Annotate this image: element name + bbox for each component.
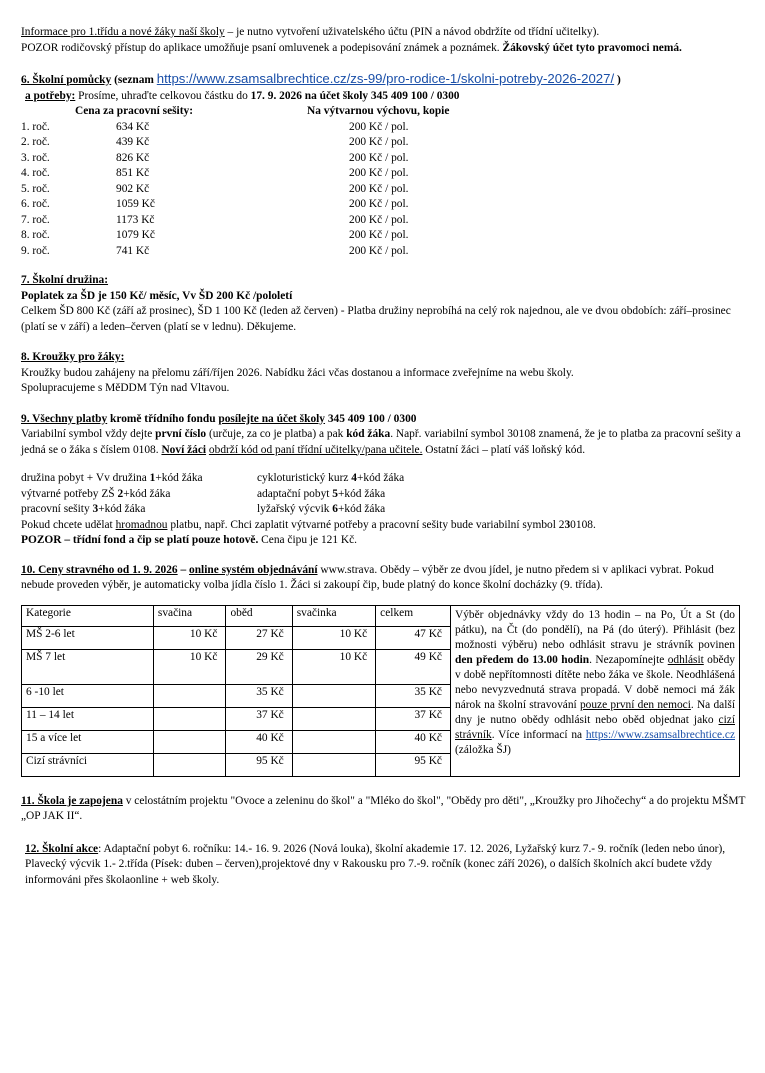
meal-cell-snack bbox=[153, 707, 226, 730]
price-row bbox=[21, 244, 746, 260]
note-b: den předem do 13.00 hodin bbox=[455, 653, 590, 666]
section-11-paragraph bbox=[21, 794, 746, 825]
price-row bbox=[21, 166, 746, 182]
s9-new-pupils: Noví žáci bbox=[161, 443, 207, 456]
section-6-title: 6. Školní pomůcky bbox=[21, 74, 112, 86]
section-8-text1: Kroužky budou zahájeny na přelomu září/říjen 2026. Nabídku žáci včas dostanou a informace zveřejníme na webu školy. bbox=[21, 366, 574, 379]
meal-cell-cat: 6 -10 let bbox=[22, 684, 154, 707]
price-grade: 3. roč. bbox=[21, 151, 50, 164]
price-grade: 2. roč. bbox=[21, 136, 50, 148]
meal-cell-snack: 10 Kč bbox=[153, 649, 226, 684]
note-j: (záložka ŠJ) bbox=[455, 744, 511, 757]
price-workbooks: 1173 Kč bbox=[116, 213, 155, 226]
price-row bbox=[21, 135, 746, 151]
payment-code-item bbox=[21, 487, 257, 503]
meal-cell-cat: MŠ 7 let bbox=[22, 649, 154, 684]
payment-code-suffix: +kód žáka bbox=[98, 503, 146, 515]
price-row bbox=[21, 228, 746, 244]
section-7-title: 7. Školní družina: bbox=[21, 274, 109, 286]
price-art: 200 Kč / pol. bbox=[349, 136, 409, 148]
meal-cell-snack: 10 Kč bbox=[153, 626, 226, 649]
meal-cell-snack2 bbox=[292, 753, 375, 776]
price-art: 200 Kč / pol. bbox=[349, 151, 409, 164]
intro-warning-bold: Žákovský účet tyto pravomoci nemá. bbox=[502, 41, 682, 54]
price-grade: 9. roč. bbox=[21, 244, 50, 257]
price-workbooks: 741 Kč bbox=[116, 244, 150, 257]
price-row bbox=[21, 151, 746, 167]
price-grade: 7. roč. bbox=[21, 213, 50, 226]
section-8-title: 8. Kroužky pro žáky: bbox=[21, 351, 125, 363]
meal-price-block bbox=[21, 605, 746, 777]
intro-text: – je nutno vytvoření uživatelského účtu (PIN a návod obdržíte od třídní učitelky). bbox=[224, 26, 600, 38]
price-art: 200 Kč / pol. bbox=[349, 229, 409, 241]
payment-code-number: 3 bbox=[92, 503, 99, 515]
section-9-title-b: kromě třídního fondu bbox=[107, 412, 219, 425]
payment-code-suffix: +kód žáka bbox=[337, 487, 386, 500]
payment-code-suffix: +kód žáka bbox=[123, 487, 171, 500]
section-meals bbox=[21, 563, 746, 777]
note-i: . Více informací na bbox=[491, 729, 586, 742]
meal-cell-cat: 11 – 14 let bbox=[22, 707, 154, 730]
meal-cell-cat: 15 a více let bbox=[22, 730, 154, 753]
s9-p3b: Cena čipu je 121 Kč. bbox=[258, 534, 358, 546]
meal-cell-lunch: 27 Kč bbox=[226, 626, 292, 649]
s9-p1a: Variabilní symbol vždy dejte bbox=[21, 428, 156, 440]
s9-p2c: platbu, např. Chci zaplatit výtvarné potřeby a pracovní sešity bude variabilní symbol 2 bbox=[167, 518, 565, 531]
section-9-bulk bbox=[21, 518, 746, 534]
meal-cell-snack2 bbox=[292, 730, 375, 753]
meal-cell-cat: MŠ 2-6 let bbox=[22, 626, 154, 649]
section-8-text2: Spolupracujeme s MěDDM Týn nad Vltavou. bbox=[21, 382, 230, 394]
s9-p2e: 0108. bbox=[570, 518, 596, 531]
meal-cell-snack2 bbox=[292, 707, 375, 730]
price-workbooks: 1059 Kč bbox=[116, 198, 155, 210]
price-workbooks: 634 Kč bbox=[116, 120, 150, 133]
section-6-payment-line bbox=[25, 89, 746, 105]
payment-code-label: pracovní sešity bbox=[21, 503, 93, 515]
section-7-fee: Poplatek za ŠD je 150 Kč/ měsíc, Vv ŠD 200 Kč /pololetí bbox=[21, 289, 293, 302]
section-6-a-potreby: a potřeby: bbox=[25, 89, 76, 102]
section-9-warning bbox=[21, 533, 746, 549]
document-page bbox=[21, 25, 746, 888]
section-9-paragraph bbox=[21, 427, 746, 458]
note-a: Výběr objednávky vždy do 13 hodin – na Po, Út a St (do pátku), na Čt (do pondělí), na Pá (do úterý). Přihlásit (bez možnosti výběru) nebo odhlásit stravu je strávník povinen bbox=[455, 608, 735, 651]
s9-p1b: první číslo bbox=[155, 428, 207, 440]
intro-warning: POZOR rodičovský přístup do aplikace umožňuje psaní omluvenek a podepisování známek a poznámek. bbox=[21, 41, 503, 54]
meal-cell-total: 37 Kč bbox=[376, 707, 451, 730]
meal-cell-lunch: 40 Kč bbox=[226, 730, 292, 753]
note-f: pouze první den nemoci bbox=[579, 699, 691, 712]
payment-code-label: družina pobyt + Vv družina bbox=[21, 472, 150, 484]
section-10-title: 10. Ceny stravného od 1. 9. 2026 bbox=[21, 563, 178, 576]
section-projects bbox=[21, 794, 746, 825]
meal-cell-cat: Cizí strávníci bbox=[22, 753, 154, 776]
price-workbooks: 902 Kč bbox=[116, 182, 150, 195]
meal-cell-lunch: 35 Kč bbox=[226, 684, 292, 707]
section-6-seznam: (seznam bbox=[111, 74, 157, 86]
section-9-account: 345 409 100 / 0300 bbox=[325, 412, 417, 425]
price-art: 200 Kč / pol. bbox=[349, 213, 409, 226]
payment-code-suffix: +kód žáka bbox=[356, 472, 405, 484]
meal-cell-total: 49 Kč bbox=[376, 649, 451, 684]
meal-cell-total: 40 Kč bbox=[376, 730, 451, 753]
payment-code-label: výtvarné potřeby ZŠ bbox=[21, 487, 118, 500]
canteen-info-link[interactable]: https://www.zsamsalbrechtice.cz bbox=[585, 729, 735, 742]
s9-p1h: obdrží kód od paní třídní učitelky/pana učitele. bbox=[208, 443, 423, 456]
price-table-header bbox=[75, 104, 746, 120]
price-row bbox=[21, 182, 746, 198]
price-grade: 5. roč. bbox=[21, 182, 50, 195]
meal-cell-snack bbox=[153, 730, 226, 753]
payment-code-item bbox=[257, 471, 557, 487]
note-g: . Na další dny je nutno obědy odhlásit nebo oběd objednat jako bbox=[455, 699, 735, 727]
meal-row bbox=[22, 730, 451, 753]
payment-code-item bbox=[257, 487, 557, 503]
intro-paragraph bbox=[21, 25, 746, 56]
price-grade: 8. roč. bbox=[21, 229, 50, 241]
meal-header-cell: svačinka bbox=[292, 605, 375, 626]
meal-header-cell: svačina bbox=[153, 605, 226, 626]
meal-cell-total: 47 Kč bbox=[376, 626, 451, 649]
meal-row bbox=[22, 707, 451, 730]
note-c: . Nezapomínejte bbox=[589, 653, 668, 666]
price-grade: 6. roč. bbox=[21, 198, 50, 210]
section-9-title-c: posílejte na účet školy bbox=[218, 412, 326, 425]
payment-code-number: 4 bbox=[351, 472, 357, 484]
section-7-text: Celkem ŠD 800 Kč (září až prosinec), ŠD 1 100 Kč (leden až červen) - Platba družiny neprobíhá na celý rok najednou, ale ve dvou obdobích: září–prosinec (platí se v září) a leden–červen (platí se v lednu). Děkujeme. bbox=[21, 305, 731, 333]
s9-p2a: Pokud chcete udělat bbox=[21, 518, 116, 531]
meal-header-cell: Kategorie bbox=[22, 605, 154, 626]
payment-code-suffix: +kód žáka bbox=[155, 472, 203, 484]
supplies-list-link[interactable]: https://www.zsamsalbrechtice.cz/zs-99/pro-rodice-1/skolni-potreby-2026-2027/ bbox=[156, 71, 615, 86]
price-row bbox=[21, 120, 746, 136]
s9-p1e: . Např. variabilní symbol 30108 znamená, že je to platba za pracovní sešity a jedná se o žáka s číslem 0108. bbox=[21, 428, 741, 456]
s9-p2d: 3 bbox=[564, 518, 571, 531]
meal-row bbox=[22, 753, 451, 776]
payment-codes-list bbox=[21, 471, 746, 518]
price-row bbox=[21, 197, 746, 213]
meal-cell-lunch: 29 Kč bbox=[226, 649, 292, 684]
payment-code-number: 5 bbox=[332, 487, 338, 500]
s9-p1i: Ostatní žáci – platí váš loňský kód. bbox=[422, 443, 586, 456]
meal-header-cell: celkem bbox=[376, 605, 451, 626]
price-workbooks: 826 Kč bbox=[116, 151, 150, 164]
meal-cell-lunch: 95 Kč bbox=[226, 753, 292, 776]
meal-cell-snack bbox=[153, 684, 226, 707]
s9-p2b: hromadnou bbox=[115, 518, 168, 531]
note-e: obědy v době nepřítomnosti dítěte nebo žáka ve škole. Neodhlášená nebo nevyzvednutá strava propadá. V době nemoci má žák nárok na školní stravování bbox=[455, 653, 736, 712]
price-workbooks: 851 Kč bbox=[116, 167, 150, 179]
payment-code-number: 2 bbox=[117, 487, 124, 500]
meal-row bbox=[22, 626, 451, 649]
meal-cell-lunch: 37 Kč bbox=[226, 707, 292, 730]
s10-dash: – bbox=[177, 563, 190, 576]
section-9-title: 9. Všechny platby bbox=[21, 412, 108, 425]
section-6-heading bbox=[21, 71, 746, 89]
meal-row bbox=[22, 684, 451, 707]
price-header-art: Na výtvarnou výchovu, kopie bbox=[307, 105, 450, 117]
payment-code-label: lyžařský výcvik bbox=[257, 503, 333, 515]
section-9-heading bbox=[21, 412, 746, 428]
payment-code-item bbox=[257, 502, 557, 518]
price-art: 200 Kč / pol. bbox=[349, 244, 409, 257]
price-row bbox=[21, 213, 746, 229]
s9-p3a: POZOR – třídní fond a čip se platí pouze hotově. bbox=[21, 534, 259, 546]
payment-code-label: cykloturistický kurz bbox=[257, 472, 352, 484]
meal-cell-total: 35 Kč bbox=[376, 684, 451, 707]
meal-cell-snack2 bbox=[292, 684, 375, 707]
section-school-events bbox=[21, 842, 746, 889]
price-grade: 4. roč. bbox=[21, 167, 50, 179]
section-school-supplies bbox=[21, 71, 746, 259]
note-d: odhlásit bbox=[667, 653, 704, 666]
s11-text: v celostátním projektu "Ovoce a zeleninu do škol" a "Mléko do škol", "Obědy pro děti", „Kroužky pro Jihočechy“ a do projektu MŠMT „OP JAK II“. bbox=[21, 794, 746, 822]
meal-table-header bbox=[22, 605, 451, 626]
meal-cell-snack2: 10 Kč bbox=[292, 626, 375, 649]
section-6-close: ) bbox=[614, 74, 621, 86]
meal-order-note bbox=[451, 605, 740, 777]
payment-code-number: 6 bbox=[332, 503, 338, 515]
price-header-workbooks: Cena za pracovní sešity: bbox=[75, 105, 194, 117]
payment-code-number: 1 bbox=[149, 472, 156, 484]
section-10-paragraph bbox=[21, 563, 746, 594]
section-payments bbox=[21, 412, 746, 549]
meal-price-table bbox=[21, 605, 451, 777]
section-11-title: 11. Škola je zapojena bbox=[21, 794, 123, 807]
meal-cell-total: 95 Kč bbox=[376, 753, 451, 776]
s12-text: : Adaptační pobyt 6. ročníku: 14.- 16. 9. 2026 (Nová louka), školní akademie 17. 12. 2026, Lyžařský kurz 7.- 9. ročník (leden nebo únor), Plavecký výcvik 1.- 2.třída (Písek: duben – červen),projektové dny v Rakousku pro 7.-9. ročník (konec září 2026), o dalších školních akcí budete vždy informováni přes školaonline + web školy. bbox=[25, 842, 726, 886]
section-12-paragraph bbox=[21, 842, 746, 889]
price-grade: 1. roč. bbox=[21, 120, 50, 133]
meal-row bbox=[22, 649, 451, 684]
section-clubs bbox=[21, 350, 746, 397]
note-h: cizí strávník bbox=[455, 714, 735, 742]
s9-p1c: (určuje, za co je platba) a pak bbox=[206, 428, 347, 440]
section-after-school-club bbox=[21, 273, 746, 335]
price-workbooks: 439 Kč bbox=[116, 136, 150, 148]
payment-code-item bbox=[21, 502, 257, 518]
price-art: 200 Kč / pol. bbox=[349, 198, 409, 210]
meal-header-cell: oběd bbox=[226, 605, 292, 626]
section-6-text: Prosíme, uhraďte celkovou částku do bbox=[75, 89, 251, 102]
section-12-title: 12. Školní akce bbox=[25, 842, 99, 855]
s10-online: online systém objednávání bbox=[189, 563, 318, 576]
price-art: 200 Kč / pol. bbox=[349, 182, 409, 195]
price-art: 200 Kč / pol. bbox=[349, 120, 409, 133]
meal-cell-snack bbox=[153, 753, 226, 776]
payment-code-suffix: +kód žáka bbox=[338, 503, 386, 515]
section-6-deadline: 17. 9. 2026 na účet školy 345 409 100 / 0300 bbox=[250, 89, 460, 102]
payment-code-item bbox=[21, 471, 257, 487]
price-workbooks: 1079 Kč bbox=[116, 229, 155, 241]
intro-first-grade-link: Informace pro 1.třídu a nové žáky naší školy bbox=[21, 26, 225, 38]
meal-cell-snack2: 10 Kč bbox=[292, 649, 375, 684]
s9-p1d: kód žáka bbox=[346, 428, 391, 440]
payment-code-label: adaptační pobyt bbox=[257, 487, 333, 500]
price-table bbox=[21, 120, 746, 260]
s10-text: www.strava. Obědy – výběr ze dvou jídel, je nutno předem si v aplikaci vybrat. Pokud nebude proveden výběr, je automaticky volba jídla číslo 1. Žáci si zakoupí čip, bude platný do konce školní docházky (9. třída). bbox=[21, 563, 714, 591]
price-art: 200 Kč / pol. bbox=[349, 167, 409, 179]
